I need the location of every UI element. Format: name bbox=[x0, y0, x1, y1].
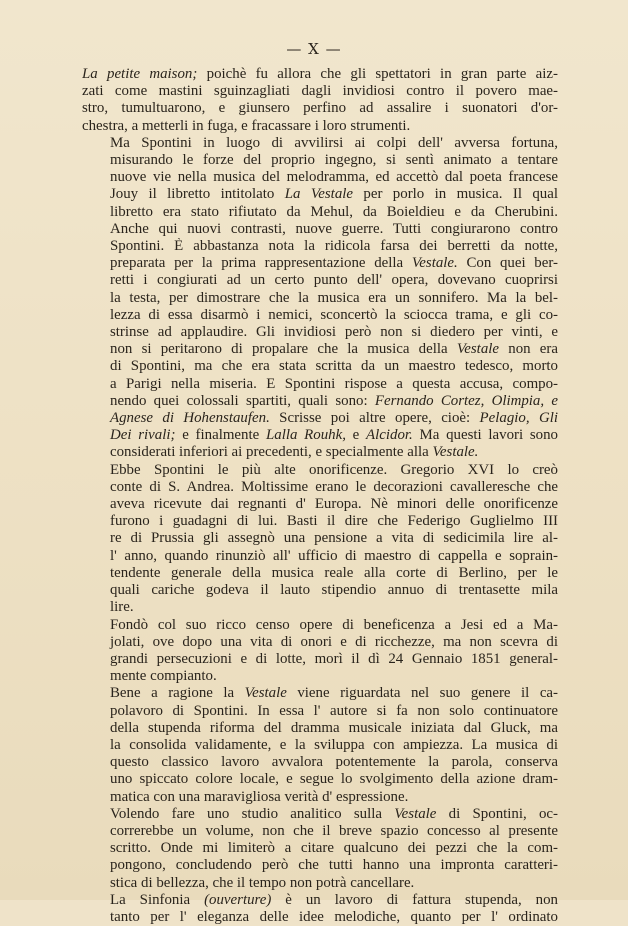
text-run: Ebbe Spontini le più alte onorificenze. Gregorio XVI lo creò bbox=[110, 461, 558, 478]
text-line bbox=[82, 823, 558, 840]
text-run: Jouy il libretto intitolato bbox=[110, 186, 285, 203]
text-line bbox=[82, 582, 558, 599]
text-line bbox=[82, 290, 558, 307]
italic-title: Vestale. bbox=[411, 255, 458, 272]
text-run: chestra, a metterli in fuga, e fracassare i loro strumenti. bbox=[82, 117, 411, 134]
paragraph bbox=[82, 892, 558, 926]
text-line bbox=[82, 135, 558, 152]
text-run: la testa, per dimostrare che la musica era un sonnifero. Ma la bel- bbox=[110, 289, 558, 306]
text-line bbox=[82, 875, 558, 892]
paragraph bbox=[82, 806, 558, 892]
text-run: grandi persecuzioni e di lotte, morì il dì 24 Gennaio 1851 general- bbox=[110, 650, 558, 667]
text-run: jolati, ove dopo una vita di onori e di ricchezze, ma non scevra di bbox=[110, 633, 558, 650]
italic-title: Lalla Rouhk, bbox=[265, 427, 346, 444]
paragraph bbox=[82, 135, 558, 462]
text-run: nendo quei colossali spartiti, quali sono: bbox=[110, 392, 375, 409]
text-line bbox=[82, 66, 558, 83]
text-run: Ma Spontini in luogo di avvilirsi ai colpi dell' avversa fortuna, bbox=[110, 134, 558, 151]
text-line bbox=[82, 771, 558, 788]
text-run: aveva ricevute dai regnanti d' Europa. Nè minori delle onorificenze bbox=[110, 496, 558, 513]
text-line bbox=[82, 169, 558, 186]
text-line bbox=[82, 892, 558, 909]
text-run: viene riguardata nel suo genere il ca- bbox=[286, 685, 558, 702]
text-line bbox=[82, 754, 558, 771]
text-run: Anche qui nuovi contrasti, nuove guerre. Tutti congiurarono contro bbox=[110, 220, 558, 237]
text-run: tendente generale della musica reale alla corte di Berlino, per le bbox=[110, 564, 558, 581]
italic-title: La Vestale bbox=[284, 186, 354, 203]
italic-title: (ouverture) bbox=[204, 891, 272, 908]
text-run: uno spiccato colore locale, e segue lo svolgimento della azione dram- bbox=[110, 771, 558, 788]
text-line bbox=[82, 462, 558, 479]
paragraph bbox=[82, 685, 558, 805]
text-line bbox=[82, 410, 558, 427]
paragraph bbox=[82, 66, 558, 135]
text-run: quali cariche godeva il lauto stipendio annuo di trentasette mila bbox=[110, 582, 558, 599]
text-line bbox=[82, 513, 558, 530]
text-run: lezza di essa disarmò i nemici, sconcertò la sciocca trama, e gli co- bbox=[110, 306, 558, 323]
text-run: retti i congiurati ad un certo punto dell' opera, dovevano cuoprirsi bbox=[110, 272, 558, 289]
text-run: conte di S. Andrea. Moltissime erano le decorazioni cavalleresche che bbox=[110, 478, 558, 495]
text-line bbox=[82, 307, 558, 324]
text-line bbox=[82, 186, 558, 203]
italic-title: Vestale. bbox=[432, 444, 479, 461]
text-line bbox=[82, 720, 558, 737]
text-run: non si peritarono di propalare che la musica della bbox=[110, 341, 457, 358]
page-number: — X — bbox=[286, 40, 342, 58]
italic-title: La petite maison; bbox=[82, 66, 198, 82]
text-line bbox=[82, 341, 558, 358]
text-run: e finalmente bbox=[175, 427, 266, 444]
text-line bbox=[82, 548, 558, 565]
text-line bbox=[82, 565, 558, 582]
italic-title: Vestale bbox=[244, 685, 287, 702]
text-run: poichè fu allora che gli spettatori in gran parte aiz- bbox=[197, 66, 558, 82]
italic-title: Agnese di Hohenstaufen. bbox=[110, 410, 270, 427]
text-line bbox=[82, 599, 558, 616]
text-run: polavoro di Spontini. In essa l' autore si fa non solo continuatore bbox=[110, 702, 558, 719]
text-line bbox=[82, 152, 558, 169]
text-line bbox=[82, 737, 558, 754]
text-run: matica con una maravigliosa verità d' espressione. bbox=[110, 788, 409, 805]
text-run: misurando le forze del proprio ingegno, si sentì animato a tentare bbox=[110, 152, 558, 169]
text-line bbox=[82, 238, 558, 255]
text-run: re di Prussia gli assegnò una pensione a vita di sedicimila lire al- bbox=[110, 530, 558, 547]
text-line bbox=[82, 668, 558, 685]
text-line bbox=[82, 272, 558, 289]
text-line bbox=[82, 857, 558, 874]
text-line bbox=[82, 427, 558, 444]
text-run: stica di bellezza, che il tempo non potrà cancellare. bbox=[110, 874, 415, 891]
italic-title: Fernando Cortez, Olimpia, e bbox=[374, 392, 558, 409]
italic-title: Vestale bbox=[456, 341, 500, 358]
text-run: Bene a ragione la bbox=[110, 685, 245, 702]
text-run: considerati inferiori ai precedenti, e specialmente alla bbox=[110, 444, 433, 461]
text-run: Spontini. È abbastanza nota la ridicola farsa dei berretti da notte, bbox=[110, 238, 558, 255]
text-run: nuove vie nella musica del melodramma, ed accettò dal poeta francese bbox=[110, 169, 558, 186]
text-run: Scrisse poi altre opere, cioè: bbox=[269, 410, 480, 427]
paragraph bbox=[82, 462, 558, 617]
text-line bbox=[82, 840, 558, 857]
text-line bbox=[82, 376, 558, 393]
text-line bbox=[82, 100, 558, 117]
text-line bbox=[82, 221, 558, 238]
text-run: Con quei ber- bbox=[457, 255, 558, 272]
text-run: questo classico lavoro avvalora potentemente la parola, conserva bbox=[110, 754, 558, 771]
text-run: l' anno, quando rinunziò all' ufficio di maestro di cappella e soprain- bbox=[110, 547, 558, 564]
text-line bbox=[82, 617, 558, 634]
text-line bbox=[82, 204, 558, 221]
text-run: libretto era stato rifiutato da Mehul, da Boieldieu e da Cherubini. bbox=[110, 203, 558, 220]
body-text bbox=[82, 66, 558, 926]
text-run: pongono, concludendo però che tutti hanno una impronta caratteri- bbox=[110, 857, 558, 874]
text-line bbox=[82, 909, 558, 926]
text-run: è un lavoro di fattura stupenda, non bbox=[271, 891, 558, 908]
text-run: tanto per l' eleganza delle idee melodiche, quanto per l' ordinato bbox=[110, 908, 558, 925]
text-line bbox=[82, 444, 558, 461]
text-line bbox=[82, 806, 558, 823]
text-run: Fondò col suo ricco censo opere di beneficenza a Jesi ed a Ma- bbox=[110, 616, 558, 633]
text-line bbox=[82, 324, 558, 341]
text-run: a Parigi nella miseria. E Spontini rispose a questa accusa, compo- bbox=[110, 375, 558, 392]
text-run: della stupenda riforma del dramma musicale iniziata dal Gluck, ma bbox=[110, 719, 558, 736]
text-run: Ma questi lavori sono bbox=[412, 427, 558, 444]
text-run: La Sinfonia bbox=[110, 891, 205, 908]
italic-title: Vestale bbox=[394, 805, 437, 822]
paragraph bbox=[82, 617, 558, 686]
text-run: strinse ad applaudire. Gli invidiosi però non si diedero per vinti, e bbox=[110, 324, 558, 341]
text-run: non era bbox=[499, 341, 558, 358]
italic-title: Alcidor. bbox=[366, 427, 413, 444]
text-run: di Spontini, oc- bbox=[436, 805, 558, 822]
text-line bbox=[82, 703, 558, 720]
text-run: furono i guadagni di lui. Basti il dire che Federigo Guglielmo III bbox=[110, 513, 558, 530]
text-line bbox=[82, 651, 558, 668]
text-line bbox=[82, 634, 558, 651]
italic-title: Dei rivali; bbox=[110, 427, 176, 444]
text-run: scritto. Onde mi limiterò a citare qualcuno dei pezzi che la com- bbox=[110, 840, 558, 857]
text-run: stro, tumultuarono, e giunsero perfino ad assalire i suonatori d'or- bbox=[82, 100, 558, 117]
text-line bbox=[82, 393, 558, 410]
text-run: per porlo in musica. Il qual bbox=[353, 186, 558, 203]
text-line bbox=[82, 789, 558, 806]
text-line bbox=[82, 685, 558, 702]
text-run: la consolida validamente, e la sviluppa con ampiezza. La musica di bbox=[110, 736, 558, 753]
text-line bbox=[82, 255, 558, 272]
text-run: Volendo fare uno studio analitico sulla bbox=[110, 805, 395, 822]
text-run: preparata per la prima rappresentazione della bbox=[110, 255, 412, 272]
text-run: lire. bbox=[110, 599, 134, 616]
text-run: mente compianto. bbox=[110, 668, 217, 685]
italic-title: Pelagio, Gli bbox=[479, 410, 558, 427]
text-run: zati come mastini sguinzagliati dagli invidiosi contro il povero mae- bbox=[82, 83, 558, 100]
text-line bbox=[82, 118, 558, 135]
text-run: correrebbe un volume, non che il breve spazio concesso al presente bbox=[110, 822, 558, 839]
text-line bbox=[82, 530, 558, 547]
text-line bbox=[82, 83, 558, 100]
text-line bbox=[82, 496, 558, 513]
text-run: e bbox=[345, 427, 367, 444]
text-line bbox=[82, 479, 558, 496]
text-run: di Spontini, ma che era stata scritta da un maestro tedesco, morto bbox=[110, 358, 558, 375]
text-line bbox=[82, 358, 558, 375]
